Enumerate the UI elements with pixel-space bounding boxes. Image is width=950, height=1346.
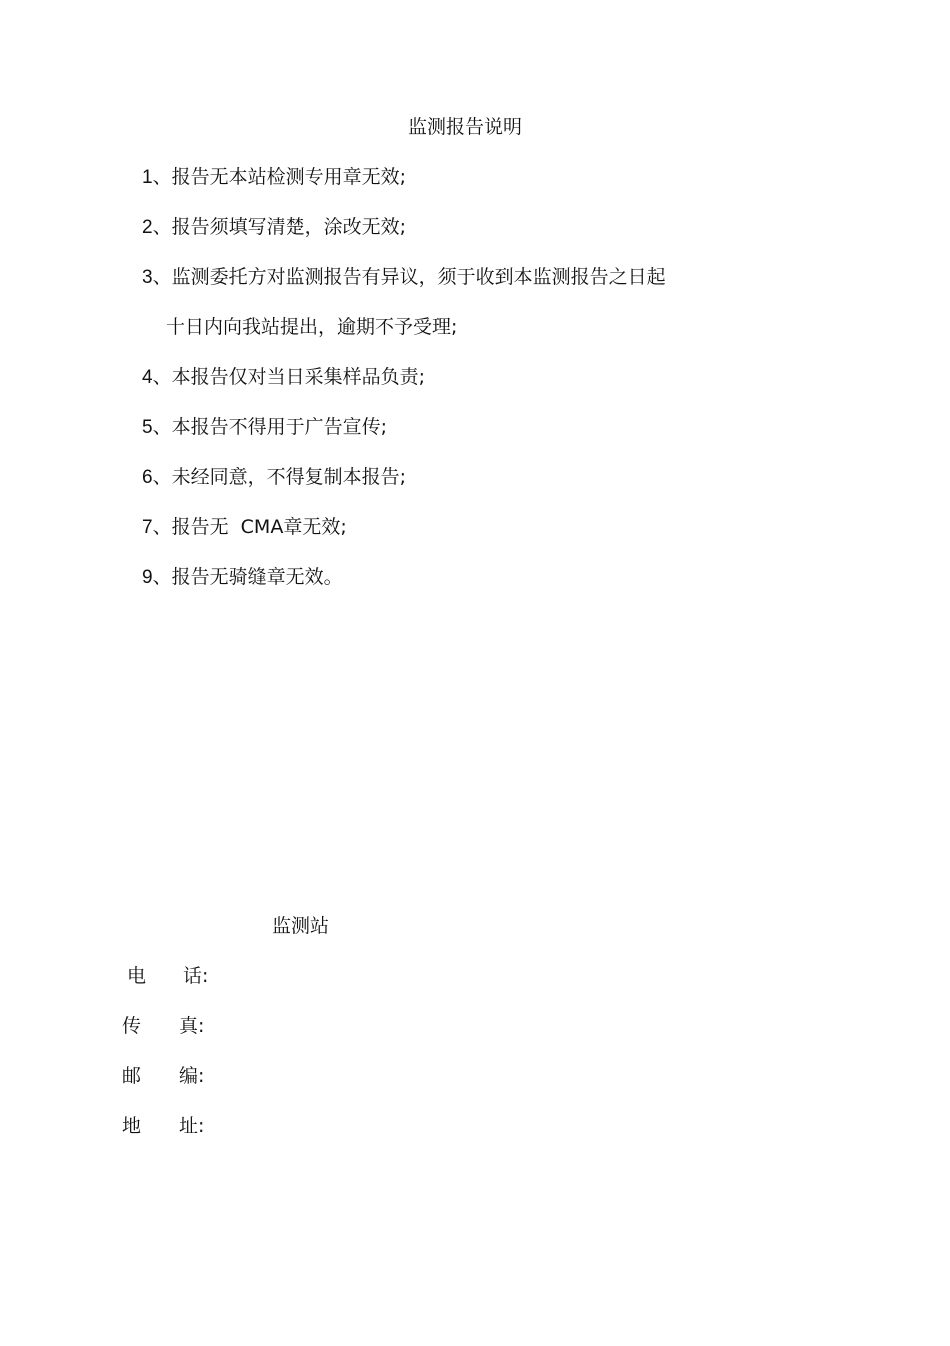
note-text: 、监测委托方对监测报告有异议，须于收到本监测报告之日起 — [152, 266, 666, 288]
station-name: 监测站 — [272, 915, 330, 937]
note-text: 十日内向我站提出，逾期不予受理; — [166, 316, 458, 338]
contact-address-row — [122, 1113, 208, 1139]
contact-label-part: 邮 — [122, 1065, 142, 1087]
note-number: 9 — [142, 567, 153, 588]
note-item-4 — [142, 364, 782, 390]
note-text: 、未经同意，不得复制本报告; — [152, 466, 406, 488]
contact-fax-row — [122, 1013, 208, 1039]
note-number: 6 — [142, 467, 153, 488]
note-text: 、本报告仅对当日采集样品负责; — [152, 366, 425, 388]
contact-label-part: 电 — [127, 965, 147, 987]
contact-label-part: 传 — [122, 1015, 142, 1037]
note-text: 、本报告不得用于广告宣传; — [152, 416, 387, 438]
contact-label-part: 址: — [179, 1115, 205, 1137]
contact-phone-row — [122, 963, 208, 989]
note-item-1 — [142, 164, 782, 190]
note-item-2 — [142, 214, 782, 240]
note-number: 7 — [142, 517, 153, 538]
note-item-7 — [142, 514, 782, 540]
note-number: 3 — [142, 267, 153, 288]
station-contacts — [122, 963, 208, 1163]
contact-postcode-row — [122, 1063, 208, 1089]
note-number: 5 — [142, 417, 153, 438]
note-item-6 — [142, 464, 782, 490]
note-text: 、报告无骑缝章无效。 — [152, 566, 343, 588]
report-notes-list — [142, 164, 782, 614]
note-item-9 — [142, 564, 782, 590]
contact-label-part: 编: — [179, 1065, 205, 1087]
note-text: 、报告须填写清楚，涂改无效; — [152, 216, 406, 238]
note-number: 1 — [142, 167, 153, 188]
note-number: 2 — [142, 217, 153, 238]
page-title: 监测报告说明 — [407, 116, 522, 138]
contact-label-part: 话: — [183, 965, 209, 987]
contact-label-part: 真: — [179, 1015, 205, 1037]
note-item-5 — [142, 414, 782, 440]
contact-label-part: 地 — [122, 1115, 142, 1137]
note-text: 、报告无本站检测专用章无效; — [152, 166, 406, 188]
note-item-3-continued — [142, 314, 782, 340]
note-item-3 — [142, 264, 782, 290]
note-number: 4 — [142, 367, 153, 388]
note-text: 、报告无 CMA章无效; — [152, 516, 347, 538]
